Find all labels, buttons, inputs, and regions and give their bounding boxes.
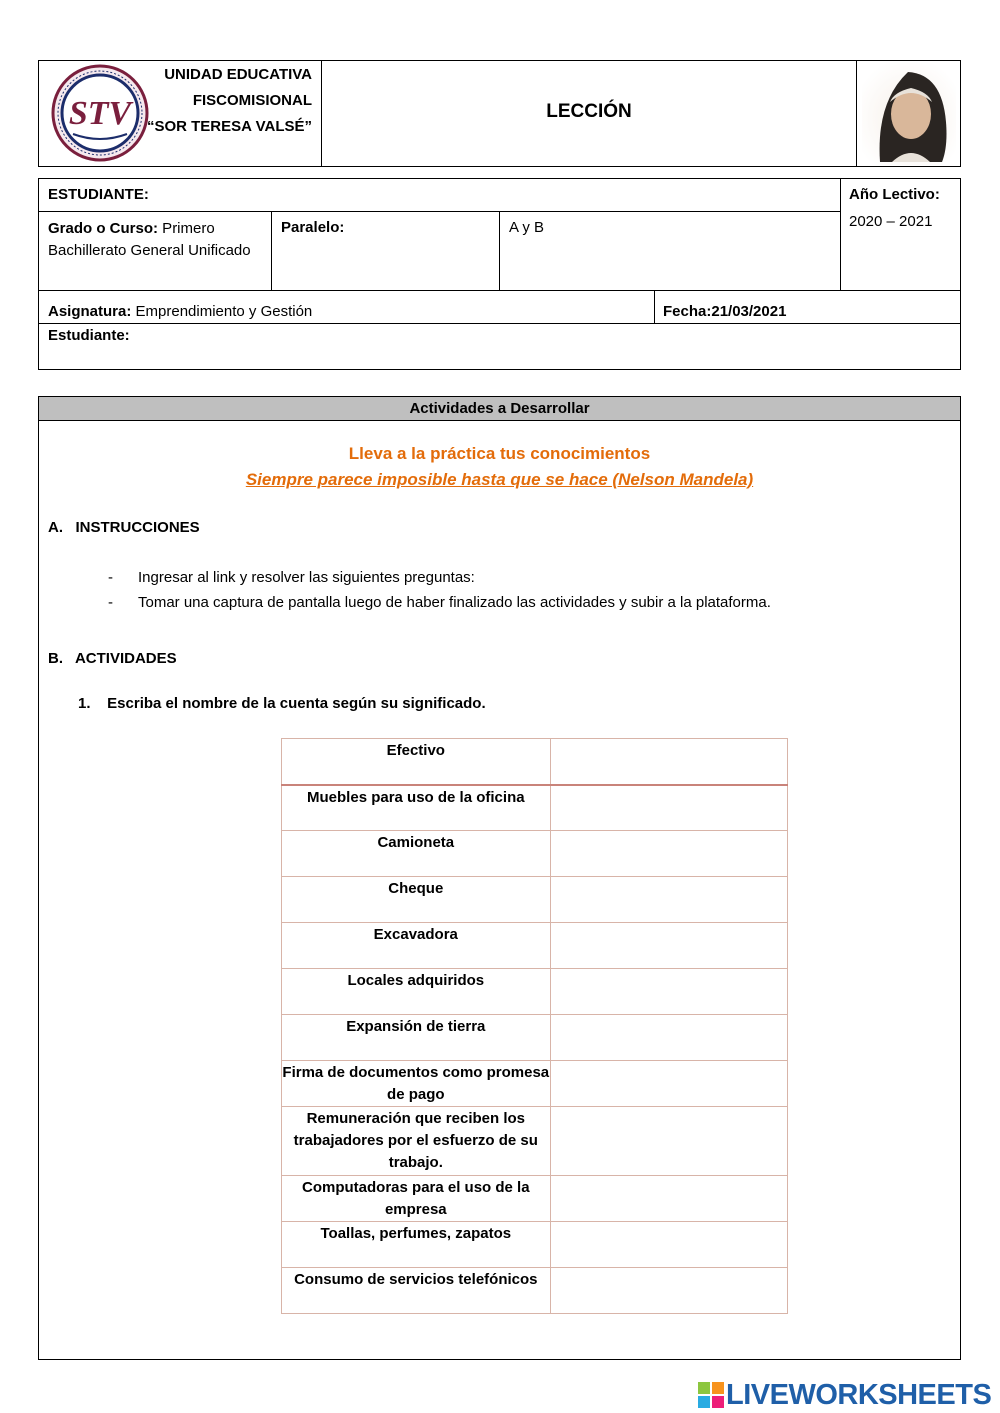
answer-cell[interactable]	[550, 831, 787, 877]
grade-cell	[48, 218, 263, 262]
term-cell: Computadoras para el uso de la empresa	[282, 1176, 551, 1222]
school-logo	[51, 64, 149, 162]
student2-label: Estudiante:	[48, 327, 130, 344]
student-label: ESTUDIANTE:	[48, 186, 149, 203]
answer-cell[interactable]	[550, 785, 787, 831]
answer-cell[interactable]	[550, 969, 787, 1015]
answer-cell[interactable]	[550, 877, 787, 923]
table-row	[282, 923, 788, 969]
question-1: 1. Escriba el nombre de la cuenta según su significado.	[78, 695, 486, 712]
term-cell: Firma de documentos como promesa de pago	[282, 1061, 551, 1107]
year-label: Año Lectivo:	[849, 186, 940, 203]
subject-value: Emprendimiento y Gestión	[131, 303, 313, 320]
instruction-list	[108, 565, 771, 615]
term-cell: Excavadora	[282, 923, 551, 969]
activities-header: Actividades a Desarrollar	[39, 397, 960, 421]
answer-cell[interactable]	[550, 1176, 787, 1222]
section-a-title: A. INSTRUCCIONES	[48, 519, 200, 536]
activities-heading: Lleva a la práctica tus conocimientos	[348, 444, 651, 463]
section-b-title: B. ACTIVIDADES	[48, 650, 177, 667]
term-cell: Expansión de tierra	[282, 1015, 551, 1061]
table-row	[282, 969, 788, 1015]
answer-cell[interactable]	[550, 1222, 787, 1268]
year-value: 2020 – 2021	[849, 213, 933, 230]
term-cell: Locales adquiridos	[282, 969, 551, 1015]
table-row	[282, 1107, 788, 1176]
term-cell: Muebles para uso de la oficina	[282, 785, 551, 831]
answer-cell[interactable]	[550, 1107, 787, 1176]
instruction-text-2: Tomar una captura de pantalla luego de haber finalizado las actividades y subir a la plataforma.	[138, 594, 771, 611]
list-item: - Ingresar al link y resolver las siguientes preguntas:	[108, 569, 475, 586]
liveworksheets-icon	[698, 1382, 724, 1408]
liveworksheets-logo[interactable]	[698, 1378, 991, 1412]
answer-cell[interactable]	[550, 1061, 787, 1107]
page-title: LECCIÓN	[546, 101, 632, 122]
liveworksheets-brand: LIVEWORKSHEETS	[726, 1378, 992, 1411]
table-row	[282, 785, 788, 831]
subject-cell	[48, 303, 312, 320]
table-row	[282, 1222, 788, 1268]
subject-label: Asignatura:	[48, 303, 132, 320]
answer-table	[281, 738, 788, 1314]
answer-cell[interactable]	[550, 923, 787, 969]
answer-cell[interactable]	[550, 1268, 787, 1314]
term-cell: Camioneta	[282, 831, 551, 877]
table-row	[282, 1176, 788, 1222]
answer-cell[interactable]	[550, 739, 787, 785]
date-label: Fecha:21/03/2021	[663, 303, 787, 320]
term-cell: Toallas, perfumes, zapatos	[282, 1222, 551, 1268]
school-line-2: FISCOMISIONAL	[192, 92, 312, 109]
svg-text:STV: STV	[68, 95, 132, 132]
table-row	[282, 1061, 788, 1107]
paralelo-value: A y B	[509, 219, 545, 236]
portrait-image	[862, 62, 956, 165]
answer-cell[interactable]	[550, 1015, 787, 1061]
grade-value: Primero Bachillerato General Unificado	[48, 220, 251, 259]
term-cell: Consumo de servicios telefónicos	[282, 1268, 551, 1314]
school-line-1: UNIDAD EDUCATIVA	[164, 66, 312, 83]
table-row	[282, 831, 788, 877]
term-cell: Efectivo	[282, 739, 551, 785]
school-line-3: “SOR TERESA VALSÉ”	[146, 118, 312, 135]
table-row	[282, 1015, 788, 1061]
table-row	[282, 739, 788, 785]
instruction-text-1: Ingresar al link y resolver las siguientes preguntas:	[138, 569, 475, 586]
table-row	[282, 1268, 788, 1314]
grade-label: Grado o Curso:	[48, 220, 159, 237]
school-name	[140, 62, 312, 140]
paralelo-label: Paralelo:	[281, 219, 345, 236]
table-row	[282, 877, 788, 923]
term-cell: Cheque	[282, 877, 551, 923]
quote: Siempre parece imposible hasta que se hace (Nelson Mandela)	[245, 470, 754, 489]
list-item: - Tomar una captura de pantalla luego de haber finalizado las actividades y subir a la plataforma.	[108, 594, 771, 611]
term-cell: Remuneración que reciben los trabajadores por el esfuerzo de su trabajo.	[282, 1107, 551, 1176]
